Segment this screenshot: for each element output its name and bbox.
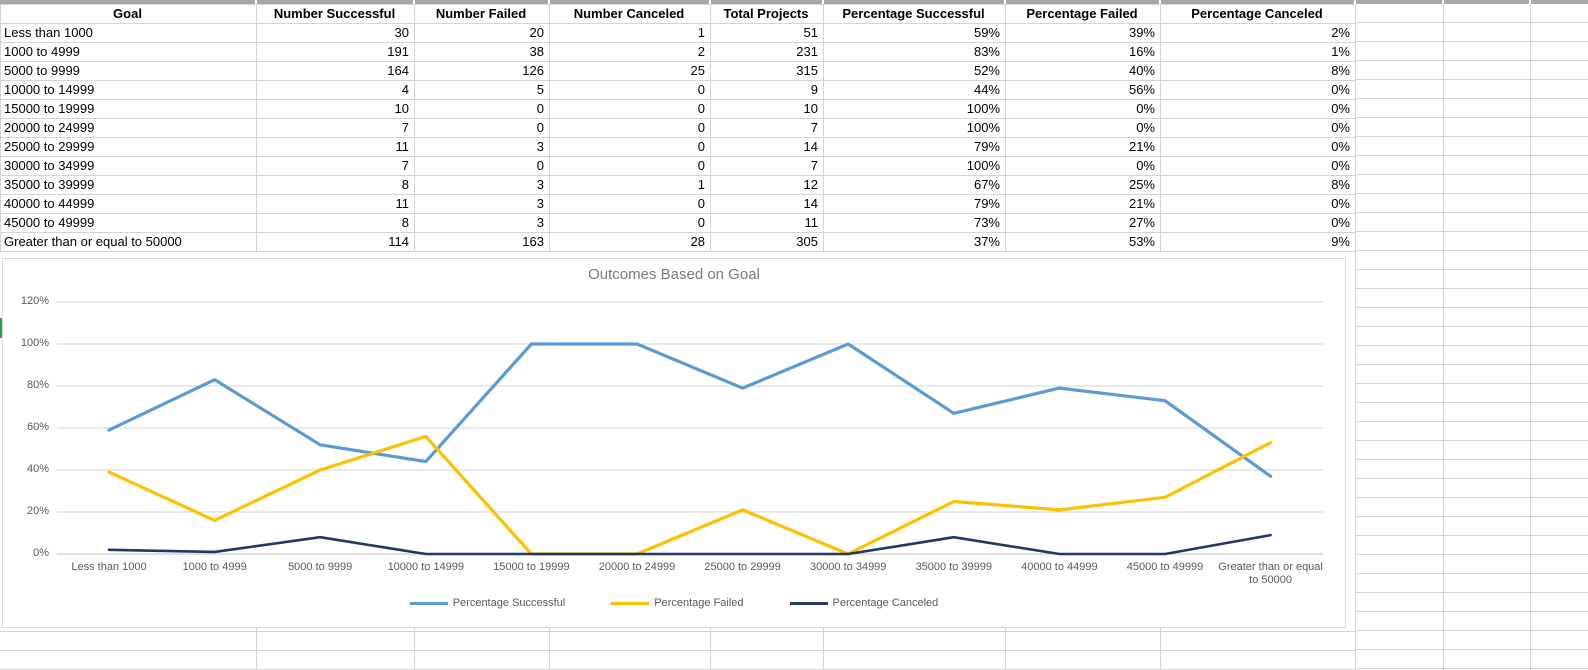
legend-label: Percentage Canceled (832, 597, 939, 609)
cell[interactable]: 40000 to 44999 (1, 195, 257, 214)
cell[interactable]: 83% (824, 43, 1006, 62)
y-axis-label: 120% (20, 295, 49, 307)
column-header-number-failed[interactable]: Number Failed (415, 5, 550, 24)
cell[interactable]: 53% (1006, 233, 1161, 252)
x-axis-label: 30000 to 34999 (809, 561, 887, 573)
gridline (1005, 628, 1006, 670)
cell[interactable]: 59% (824, 24, 1006, 43)
y-axis-label: 0% (33, 547, 49, 559)
y-axis-label: 20% (26, 505, 49, 517)
cell[interactable]: 44% (824, 81, 1006, 100)
series-line-percentage-failed[interactable] (109, 436, 1271, 554)
cell[interactable]: 25% (1006, 176, 1161, 195)
cell[interactable]: 11 (257, 138, 415, 157)
cell[interactable]: 16% (1006, 43, 1161, 62)
column-header-total-projects[interactable]: Total Projects (711, 5, 824, 24)
chart[interactable] (2, 258, 1346, 628)
x-axis-label: 10000 to 14999 (387, 561, 465, 573)
cell[interactable]: 25 (550, 62, 711, 81)
cell[interactable]: 1 (550, 176, 711, 195)
cell[interactable]: 8% (1161, 176, 1356, 195)
cell[interactable]: 0 (550, 214, 711, 233)
cell[interactable]: 7 (257, 119, 415, 138)
cell[interactable]: 3 (415, 138, 550, 157)
legend-item-percentage-failed[interactable] (611, 597, 743, 609)
cell[interactable]: 38 (415, 43, 550, 62)
column-header-percentage-canceled[interactable]: Percentage Canceled (1161, 5, 1356, 24)
cell[interactable]: 0 (550, 195, 711, 214)
cell[interactable]: Greater than or equal to 50000 (1, 233, 257, 252)
x-axis-label: 45000 to 49999 (1126, 561, 1204, 573)
cell[interactable]: 10 (257, 100, 415, 119)
column-header-goal[interactable]: Goal (1, 5, 257, 24)
gridline (1355, 628, 1356, 670)
cell[interactable]: 28 (550, 233, 711, 252)
cell[interactable]: 1 (550, 24, 711, 43)
gridline (414, 628, 415, 670)
gridline (549, 628, 550, 670)
y-axis-label: 60% (26, 421, 49, 433)
cell[interactable]: 39% (1006, 24, 1161, 43)
gridline (1160, 628, 1161, 670)
legend-item-percentage-successful[interactable] (410, 597, 566, 609)
cell[interactable]: 231 (711, 43, 824, 62)
x-axis-label: 1000 to 4999 (182, 561, 247, 573)
cell[interactable]: 3 (415, 195, 550, 214)
cell[interactable]: 2 (550, 43, 711, 62)
legend-line-swatch (410, 602, 448, 605)
cell[interactable]: 0% (1161, 195, 1356, 214)
legend-label: Percentage Successful (452, 597, 566, 609)
table-row (1, 24, 1356, 43)
cell[interactable]: 1000 to 4999 (1, 43, 257, 62)
cell[interactable]: 1% (1161, 43, 1356, 62)
table-row (1, 195, 1356, 214)
cell[interactable]: 56% (1006, 81, 1161, 100)
cell[interactable]: 0% (1006, 119, 1161, 138)
cell[interactable]: 20 (415, 24, 550, 43)
cell[interactable]: 21% (1006, 195, 1161, 214)
x-axis-label: 40000 to 44999 (1021, 561, 1098, 573)
cell[interactable]: 164 (257, 62, 415, 81)
cell[interactable]: 67% (824, 176, 1006, 195)
cell[interactable]: 8 (257, 176, 415, 195)
gridline (1530, 4, 1531, 670)
cell[interactable]: 0 (415, 119, 550, 138)
cell[interactable]: 100% (824, 119, 1006, 138)
legend-line-swatch (611, 602, 649, 605)
cell[interactable]: 30 (257, 24, 415, 43)
legend-label: Percentage Failed (654, 597, 744, 609)
cell[interactable]: 3 (415, 176, 550, 195)
cell[interactable]: 0 (550, 100, 711, 119)
gridline (1443, 4, 1444, 670)
column-header-number-successful[interactable]: Number Successful (257, 5, 415, 24)
gridline (710, 628, 711, 670)
x-axis-label: 5000 to 9999 (288, 561, 353, 573)
column-header-number-canceled[interactable]: Number Canceled (550, 5, 711, 24)
series-line-percentage-canceled[interactable] (109, 535, 1271, 554)
cell[interactable]: 7 (711, 119, 824, 138)
series-line-percentage-successful[interactable] (109, 344, 1271, 476)
table-row (1, 100, 1356, 119)
cell[interactable]: 12 (711, 176, 824, 195)
cell[interactable]: 51 (711, 24, 824, 43)
cell[interactable]: 0% (1161, 138, 1356, 157)
cell[interactable]: 126 (415, 62, 550, 81)
legend-line-swatch (790, 602, 828, 605)
cell[interactable]: 10 (711, 100, 824, 119)
cell[interactable]: 0 (550, 81, 711, 100)
cell[interactable]: 35000 to 39999 (1, 176, 257, 195)
cell[interactable]: 25000 to 29999 (1, 138, 257, 157)
gridline (823, 628, 824, 670)
cell[interactable]: 79% (824, 195, 1006, 214)
empty-grid-right[interactable] (1355, 4, 1588, 670)
cell[interactable]: 0 (550, 157, 711, 176)
gridline (1355, 4, 1356, 670)
cell[interactable]: 10000 to 14999 (1, 81, 257, 100)
table-row (1, 81, 1356, 100)
x-axis-label: 20000 to 24999 (598, 561, 676, 573)
cell[interactable]: 0% (1161, 81, 1356, 100)
cell[interactable]: 163 (415, 233, 550, 252)
cell[interactable]: 0 (415, 100, 550, 119)
cell[interactable]: 7 (257, 157, 415, 176)
cell[interactable]: 8 (257, 214, 415, 233)
cell[interactable]: 14 (711, 138, 824, 157)
column-header-percentage-failed[interactable]: Percentage Failed (1006, 5, 1161, 24)
chart-legend (3, 597, 1345, 609)
cell[interactable]: 0 (415, 157, 550, 176)
cell[interactable]: 37% (824, 233, 1006, 252)
cell[interactable]: 100% (824, 157, 1006, 176)
cell[interactable]: 0% (1161, 119, 1356, 138)
cell[interactable]: 11 (711, 214, 824, 233)
chart-title: Outcomes Based on Goal (588, 266, 760, 283)
x-axis-label: 15000 to 19999 (493, 561, 570, 573)
y-axis-label: 80% (26, 379, 49, 391)
cell[interactable]: 21% (1006, 138, 1161, 157)
table-row (1, 233, 1356, 252)
cell[interactable]: 0 (550, 119, 711, 138)
table-row (1, 176, 1356, 195)
cell[interactable]: 114 (257, 233, 415, 252)
table-row (1, 214, 1356, 233)
table-row (1, 43, 1356, 62)
cell[interactable]: 7 (711, 157, 824, 176)
empty-grid-bottom[interactable] (0, 628, 1355, 670)
cell[interactable]: 5000 to 9999 (1, 62, 257, 81)
cell[interactable]: 4 (257, 81, 415, 100)
cell[interactable]: 52% (824, 62, 1006, 81)
cell[interactable]: 0% (1161, 214, 1356, 233)
cell[interactable]: 20000 to 24999 (1, 119, 257, 138)
y-axis-label: 100% (20, 337, 49, 349)
cell[interactable]: 79% (824, 138, 1006, 157)
cell[interactable]: 191 (257, 43, 415, 62)
cell[interactable]: 0% (1006, 100, 1161, 119)
cell[interactable]: 3 (415, 214, 550, 233)
cell[interactable]: 2% (1161, 24, 1356, 43)
cell[interactable]: 30000 to 34999 (1, 157, 257, 176)
table-row (1, 62, 1356, 81)
cell[interactable]: 45000 to 49999 (1, 214, 257, 233)
legend-item-percentage-canceled[interactable] (790, 597, 939, 609)
cell[interactable]: 9% (1161, 233, 1356, 252)
x-axis-label: 25000 to 29999 (704, 561, 781, 573)
cell[interactable]: 0% (1006, 157, 1161, 176)
cell[interactable]: 14 (711, 195, 824, 214)
cell[interactable]: 0 (550, 138, 711, 157)
cell[interactable]: 0% (1161, 100, 1356, 119)
cell[interactable]: 315 (711, 62, 824, 81)
cell[interactable]: 100% (824, 100, 1006, 119)
x-axis-label: Less than 1000 (71, 561, 147, 573)
cell[interactable]: 305 (711, 233, 824, 252)
data-table (0, 4, 1356, 252)
cell[interactable]: 15000 to 19999 (1, 100, 257, 119)
cell[interactable]: 5 (415, 81, 550, 100)
x-axis-label: 35000 to 39999 (915, 561, 993, 573)
cell[interactable]: 0% (1161, 157, 1356, 176)
y-axis-label: 40% (26, 463, 49, 475)
table-row (1, 157, 1356, 176)
cell[interactable]: 9 (711, 81, 824, 100)
x-axis-label: Greater than or equal to 50000 (1218, 561, 1323, 586)
cell[interactable]: 40% (1006, 62, 1161, 81)
cell[interactable]: 11 (257, 195, 415, 214)
table-row (1, 138, 1356, 157)
column-header-percentage-successful[interactable]: Percentage Successful (824, 5, 1006, 24)
table-row (1, 119, 1356, 138)
cell[interactable]: Less than 1000 (1, 24, 257, 43)
gridline (256, 628, 257, 670)
cell[interactable]: 8% (1161, 62, 1356, 81)
cell[interactable]: 73% (824, 214, 1006, 233)
cell[interactable]: 27% (1006, 214, 1161, 233)
